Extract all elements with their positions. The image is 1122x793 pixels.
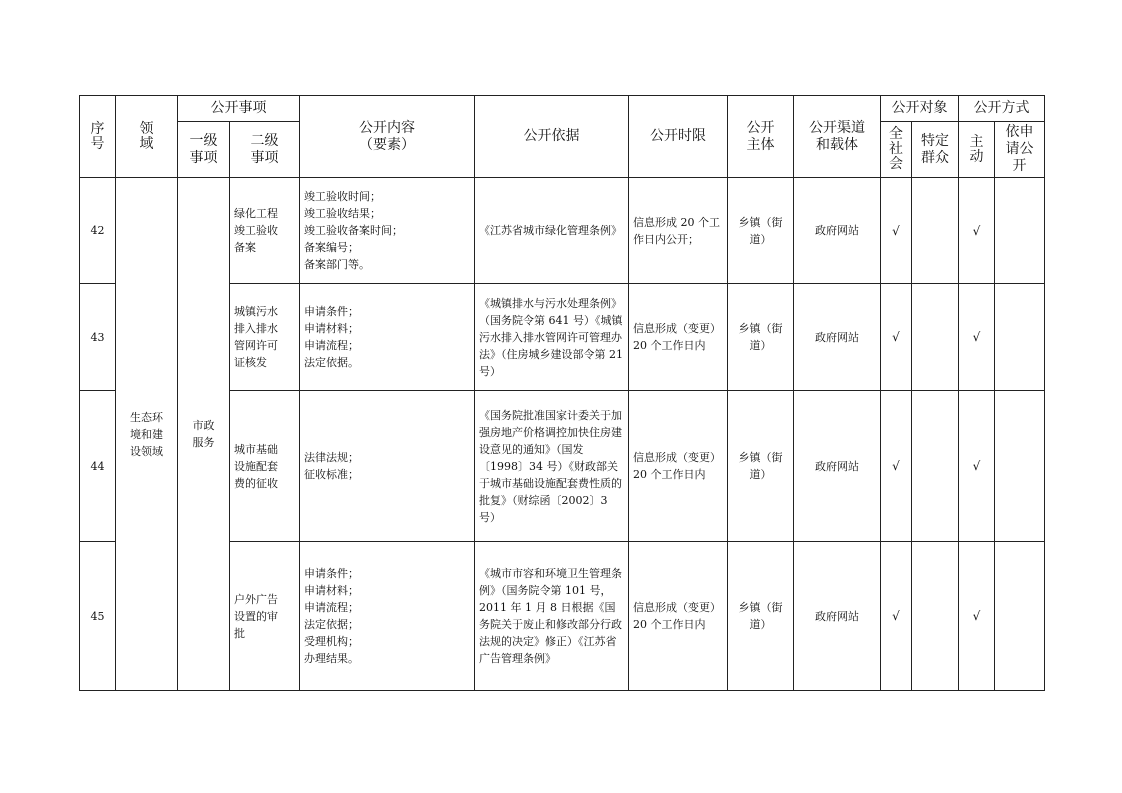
channel-cell: 政府网站 [794, 542, 881, 691]
row-no: 44 [80, 391, 116, 542]
header-row-1 [80, 96, 1045, 122]
method-apply-check [995, 284, 1045, 391]
level2-cell: 城市基础 设施配套 费的征收 [230, 391, 300, 542]
header-method: 公开方式 [959, 96, 1045, 122]
header-method-apply: 依申请公开 [995, 122, 1045, 178]
header-audience-specific: 特定 群众 [912, 122, 959, 178]
subject-cell: 乡镇（街道） [728, 542, 794, 691]
header-level1: 一级 事项 [178, 122, 230, 178]
method-apply-check [995, 542, 1045, 691]
subject-cell: 乡镇（街道） [728, 178, 794, 284]
table-row [80, 178, 1045, 284]
audience-all-check: √ [881, 284, 912, 391]
level2-cell: 户外广告 设置的审 批 [230, 542, 300, 691]
content-cell: 法律法规； 征收标准； [300, 391, 475, 542]
level1-cell: 市政 服务 [178, 178, 230, 691]
channel-cell: 政府网站 [794, 391, 881, 542]
header-time-limit: 公开时限 [629, 96, 728, 178]
row-no: 42 [80, 178, 116, 284]
domain-cell: 生态环 境和建 设领域 [116, 178, 178, 691]
time-limit-cell: 信息形成（变更）20 个工作日内 [629, 391, 728, 542]
time-limit-cell: 信息形成（变更）20 个工作日内 [629, 542, 728, 691]
row-no: 43 [80, 284, 116, 391]
content-cell: 申请条件； 申请材料； 申请流程； 法定依据； 受理机构； 办理结果。 [300, 542, 475, 691]
basis-cell: 《城镇排水与污水处理条例》（国务院令第 641 号）《城镇污水排入排水管网许可管理办法》（住房城乡建设部令第 21 号） [475, 284, 629, 391]
content-cell: 竣工验收时间； 竣工验收结果； 竣工验收备案时间； 备案编号； 备案部门等。 [300, 178, 475, 284]
time-limit-cell: 信息形成 20 个工作日内公开； [629, 178, 728, 284]
content-cell: 申请条件； 申请材料； 申请流程； 法定依据。 [300, 284, 475, 391]
audience-all-check: √ [881, 542, 912, 691]
method-apply-check [995, 391, 1045, 542]
disclosure-table [79, 95, 1045, 691]
audience-specific-check [912, 542, 959, 691]
basis-cell: 《江苏省城市绿化管理条例》 [475, 178, 629, 284]
header-method-active: 主动 [959, 122, 995, 178]
level2-cell: 绿化工程 竣工验收 备案 [230, 178, 300, 284]
audience-specific-check [912, 391, 959, 542]
basis-cell: 《城市市容和环境卫生管理条例》（国务院令第 101 号，2011 年 1 月 8 日根据《国务院关于废止和修改部分行政法规的决定》修正）《江苏省广告管理条例》 [475, 542, 629, 691]
method-apply-check [995, 178, 1045, 284]
header-seq: 序号 [80, 96, 116, 178]
header-level2: 二级 事项 [230, 122, 300, 178]
method-active-check: √ [959, 178, 995, 284]
audience-all-check: √ [881, 391, 912, 542]
header-content: 公开内容 （要素） [300, 96, 475, 178]
header-channel: 公开渠道 和载体 [794, 96, 881, 178]
audience-all-check: √ [881, 178, 912, 284]
header-audience-all: 全社会 [881, 122, 912, 178]
channel-cell: 政府网站 [794, 284, 881, 391]
header-subject: 公开 主体 [728, 96, 794, 178]
header-domain: 领域 [116, 96, 178, 178]
method-active-check: √ [959, 542, 995, 691]
channel-cell: 政府网站 [794, 178, 881, 284]
audience-specific-check [912, 178, 959, 284]
audience-specific-check [912, 284, 959, 391]
header-basis: 公开依据 [475, 96, 629, 178]
method-active-check: √ [959, 284, 995, 391]
row-no: 45 [80, 542, 116, 691]
level2-cell: 城镇污水 排入排水 管网许可 证核发 [230, 284, 300, 391]
subject-cell: 乡镇（街道） [728, 284, 794, 391]
basis-cell: 《国务院批准国家计委关于加强房地产价格调控加快住房建设意见的通知》（国发〔1998〕34 号）《财政部关于城市基础设施配套费性质的批复》（财综函〔2002〕3 号） [475, 391, 629, 542]
method-active-check: √ [959, 391, 995, 542]
header-items: 公开事项 [178, 96, 300, 122]
time-limit-cell: 信息形成（变更）20 个工作日内 [629, 284, 728, 391]
subject-cell: 乡镇（街道） [728, 391, 794, 542]
header-audience: 公开对象 [881, 96, 959, 122]
